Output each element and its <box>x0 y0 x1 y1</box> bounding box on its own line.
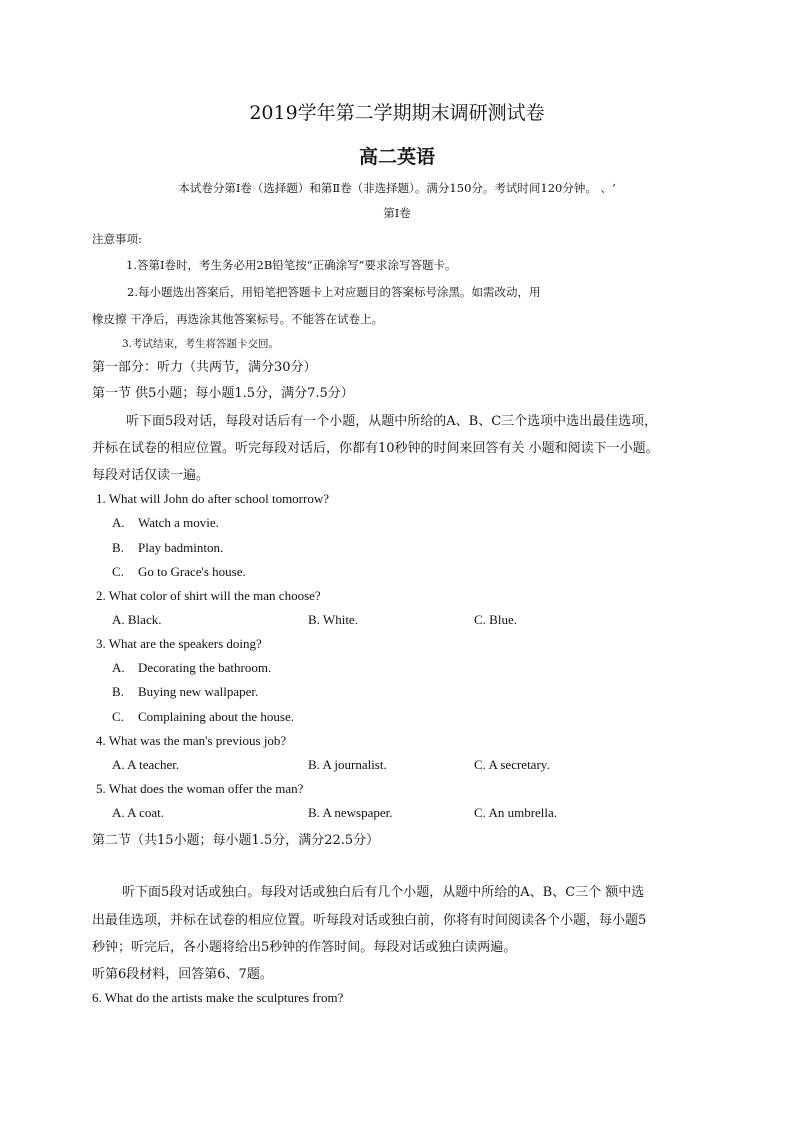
q5-option-c: C. An umbrella. <box>474 805 558 820</box>
q3-option-b: Buying new wallpaper. <box>138 684 259 699</box>
q1-option-c: Go to Grace's house. <box>138 564 246 579</box>
q4-option-b: B. A journalist. <box>308 757 387 772</box>
material-6-instruction: 听第6段材料，回答第6、7题。 <box>92 967 273 982</box>
q1-option-a-letter: A. <box>112 515 125 530</box>
q5-option-b: B. A newspaper. <box>308 805 393 820</box>
question-4: 4. What was the man's previous job? <box>96 733 287 748</box>
q3-option-c-letter: C. <box>112 709 124 724</box>
question-2: 2. What color of shirt will the man choose? <box>96 588 321 603</box>
section1-heading: 第一节 供5小题；每小题1.5分，满分7.5分） <box>92 386 354 401</box>
section1-directions-line-2: 并标在试卷的相应位置。听完每段对话后，你都有10秒钟的时间来回答有关 小题和阅读下一小题。 <box>92 441 659 456</box>
section1-directions-line-3: 每段对话仅读一遍。 <box>92 468 210 483</box>
section2-directions-line-1: 听下面5段对话或独白。每段对话或独白后有几个小题，从题中所给的A、B、C三个 额中选 <box>122 885 645 900</box>
q1-option-b-letter: B. <box>112 540 124 555</box>
question-1: 1. What will John do after school tomorrow? <box>96 491 329 506</box>
q3-option-b-letter: B. <box>112 684 124 699</box>
volume-label: 第Ⅰ卷 <box>383 206 411 220</box>
section2-directions-line-3: 秒钟；听完后，各小题将给出5秒钟的作答时间。每段对话或独白读两遍。 <box>92 940 517 955</box>
section1-directions-line-1: 听下面5段对话，每段对话后有一个小题，从题中所给的A、B、C三个选项中选出最佳选项， <box>126 414 658 429</box>
part1-heading: 第一部分：听力（共两节，满分30分） <box>92 360 317 375</box>
q1-option-c-letter: C. <box>112 564 124 579</box>
q2-option-a: A. Black. <box>112 612 162 627</box>
question-3: 3. What are the speakers doing? <box>96 636 262 651</box>
instruction-item-3: 3.考试结束，考生将答题卡交回。 <box>122 338 280 350</box>
instructions-heading: 注意事项: <box>92 232 142 246</box>
q5-option-a: A. A coat. <box>112 805 164 820</box>
exam-info: 本试卷分第Ⅰ卷（选择题）和第Ⅱ卷（非选择题）。满分150分。考试时间120分钟。 、‘ <box>178 181 616 195</box>
q3-option-a-letter: A. <box>112 660 125 675</box>
section2-heading: 第二节（共15小题；每小题1.5分，满分22.5分） <box>92 833 380 848</box>
q2-option-c: C. Blue. <box>474 612 517 627</box>
exam-subject: 高二英语 <box>358 146 435 168</box>
instruction-item-2-line-1: 2.每小题选出答案后，用铅笔把答题卡上对应题目的答案标号涂黑。如需改动，用 <box>127 285 541 299</box>
q3-option-c: Complaining about the house. <box>138 709 294 724</box>
q4-option-c: C. A secretary. <box>474 757 550 772</box>
instruction-item-2-line-2: 橡皮擦 干净后，再选涂其他答案标号。不能答在试卷上。 <box>92 312 384 326</box>
q3-option-a: Decorating the bathroom. <box>138 660 272 675</box>
instruction-item-1: 1.答第Ⅰ卷时，考生务必用2B铅笔按“正确涂写”要求涂写答题卡。 <box>126 258 457 272</box>
question-6: 6. What do the artists make the sculptures from? <box>92 990 344 1005</box>
q1-option-b: Play badminton. <box>138 540 224 555</box>
question-5: 5. What does the woman offer the man? <box>96 781 304 796</box>
q2-option-b: B. White. <box>308 612 358 627</box>
exam-title: 2019学年第二学期期末调研测试卷 <box>249 102 545 124</box>
q4-option-a: A. A teacher. <box>112 757 180 772</box>
section2-directions-line-2: 出最佳选项，并标在试卷的相应位置。听每段对话或独白前，你将有时间阅读各个小题，每小题5 <box>92 913 647 928</box>
q1-option-a: Watch a movie. <box>138 515 219 530</box>
